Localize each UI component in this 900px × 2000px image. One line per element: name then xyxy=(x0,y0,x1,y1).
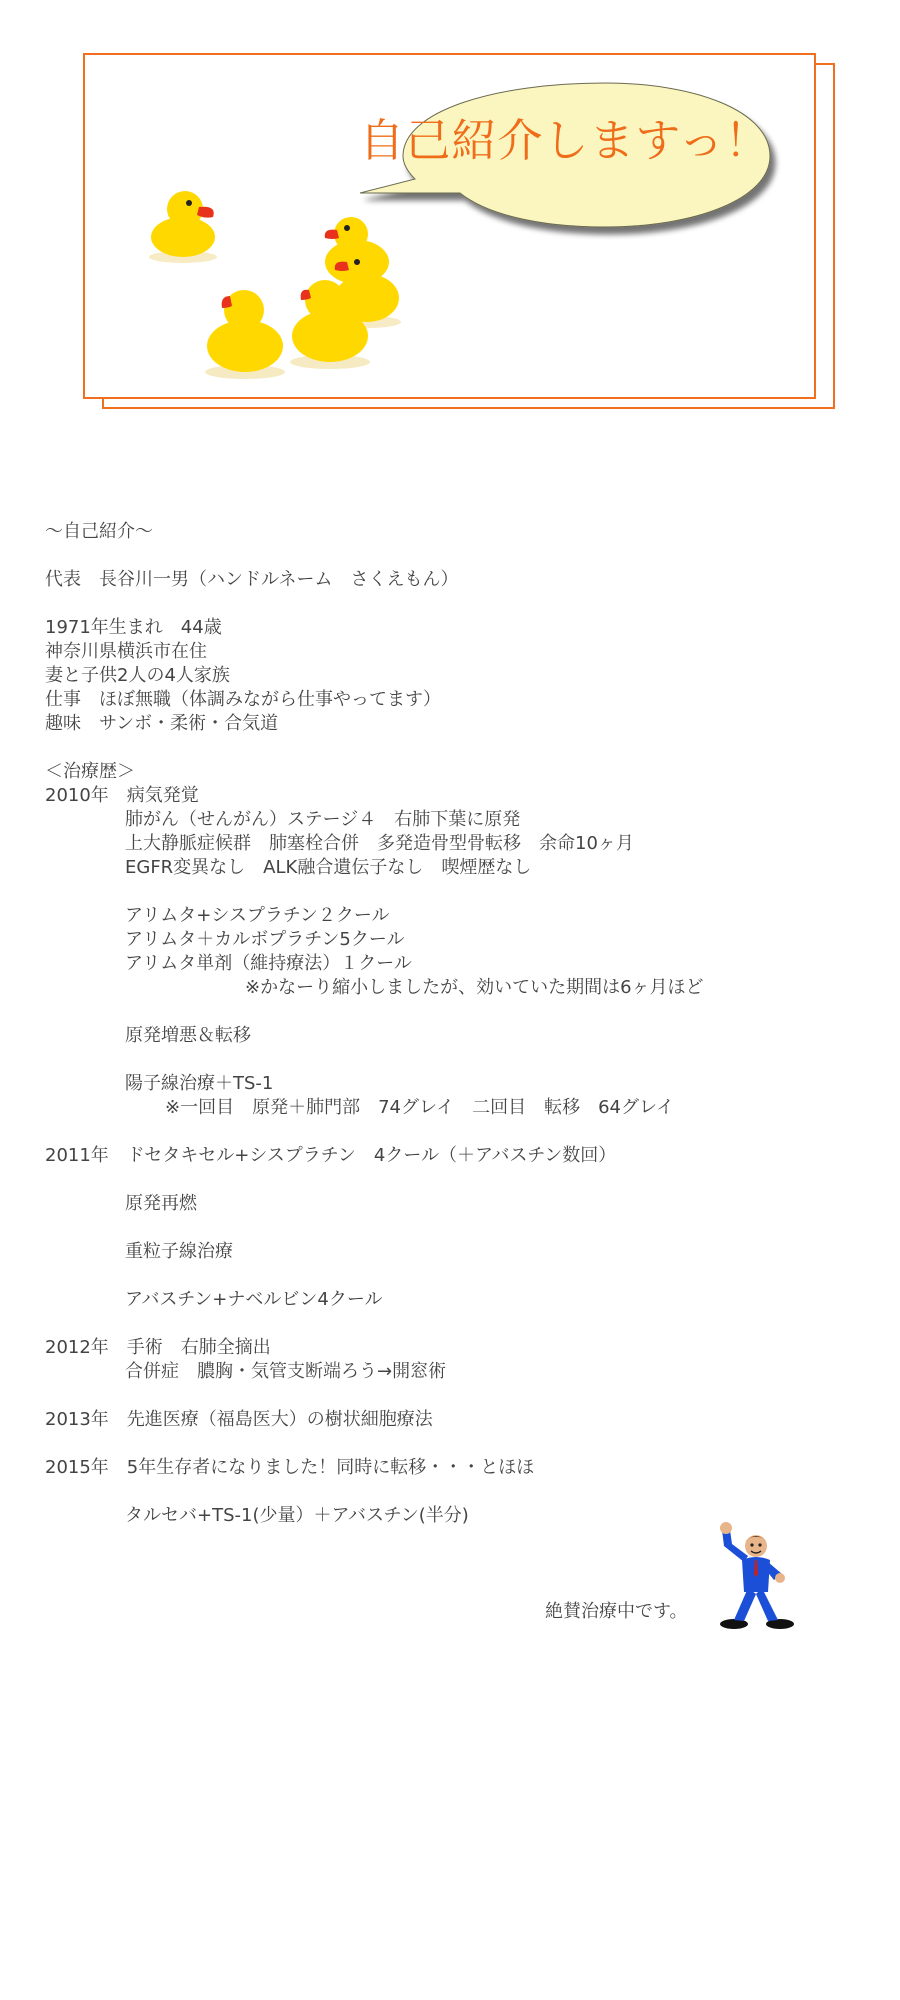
history-2010-proton-note: ※一回目 原発＋肺門部 74グレイ 二回目 転移 64グレイ xyxy=(165,1097,675,1118)
section-heading: 〜自己紹介〜 xyxy=(45,521,153,542)
history-2010-diagnosis: 上大静脈症候群 肺塞栓合併 多発造骨型骨転移 余命10ヶ月 xyxy=(125,833,634,854)
profile-hobby: 趣味 サンボ・柔術・合気道 xyxy=(45,713,279,734)
spacer xyxy=(45,1264,865,1288)
profile-born: 1971年生まれ 44歳 xyxy=(45,617,222,638)
intro-banner xyxy=(83,53,816,399)
spacer xyxy=(45,592,865,616)
rubber-duck-icon xyxy=(200,280,290,380)
history-2010-proton: 陽子線治療＋TS-1 xyxy=(125,1073,274,1094)
spacer xyxy=(45,1048,865,1072)
history-2011-avastin: アバスチン+ナベルビン4クール xyxy=(125,1289,383,1310)
spacer xyxy=(45,880,865,904)
spacer xyxy=(45,736,865,760)
rubber-duck-icon xyxy=(285,270,375,370)
history-2011-heavy-ion: 重粒子線治療 xyxy=(125,1241,233,1262)
history-heading: ＜治療歴＞ xyxy=(45,761,135,782)
profile-representative: 代表 長谷川一男（ハンドルネーム さくえもん） xyxy=(45,569,459,590)
history-2010-note: ※かなーり縮小しましたが、効いていた期間は6ヶ月ほど xyxy=(245,977,704,998)
history-2013-head: 2013年 先進医療（福島医大）の樹状細胞療法 xyxy=(45,1409,433,1430)
profile-text xyxy=(45,520,865,1528)
spacer xyxy=(45,1120,865,1144)
history-2011-recurrence: 原発再燃 xyxy=(125,1193,197,1214)
cheering-man-icon xyxy=(712,1522,800,1630)
rubber-duck-icon xyxy=(145,185,225,265)
history-2015-head: 2015年 5年生存者になりました！同時に転移・・・とほほ xyxy=(45,1457,535,1478)
history-2012-complication: 合併症 膿胸・気管支断端ろう→開窓術 xyxy=(125,1361,447,1382)
spacer xyxy=(45,1216,865,1240)
history-2010-treatment: アリムタ単剤（維持療法）１クール xyxy=(125,953,412,974)
history-2010-head: 2010年 病気発覚 xyxy=(45,785,199,806)
history-2012-head: 2012年 手術 右肺全摘出 xyxy=(45,1337,271,1358)
history-2010-treatment: アリムタ+シスプラチン２クール xyxy=(125,905,390,926)
spacer xyxy=(45,1168,865,1192)
profile-residence: 神奈川県横浜市在住 xyxy=(45,641,207,662)
profile-work: 仕事 ほぼ無職（体調みながら仕事やってます） xyxy=(45,689,441,710)
spacer xyxy=(45,1000,865,1024)
closing-text: 絶賛治療中です。 xyxy=(545,1601,688,1622)
spacer xyxy=(45,1312,865,1336)
spacer xyxy=(45,1432,865,1456)
spacer xyxy=(45,1480,865,1504)
history-2015-treatment: タルセバ+TS-1(少量）＋アバスチン(半分) xyxy=(125,1505,469,1526)
spacer xyxy=(45,544,865,568)
history-2010-treatment: アリムタ＋カルボプラチン5クール xyxy=(125,929,405,950)
history-2011-head: 2011年 ドセタキセル+シスプラチン 4クール（＋アバスチン数回） xyxy=(45,1145,617,1166)
banner-title: 自己紹介しますっ！ xyxy=(359,114,771,167)
history-2010-diagnosis: 肺がん（せんがん）ステージ４ 右肺下葉に原発 xyxy=(125,809,521,830)
history-2010-diagnosis: EGFR変異なし ALK融合遺伝子なし 喫煙歴なし xyxy=(125,857,532,878)
profile-family: 妻と子供2人の4人家族 xyxy=(45,665,230,686)
rubber-ducks xyxy=(125,185,425,395)
spacer xyxy=(45,1384,865,1408)
history-2010-progress: 原発増悪＆転移 xyxy=(125,1025,251,1046)
